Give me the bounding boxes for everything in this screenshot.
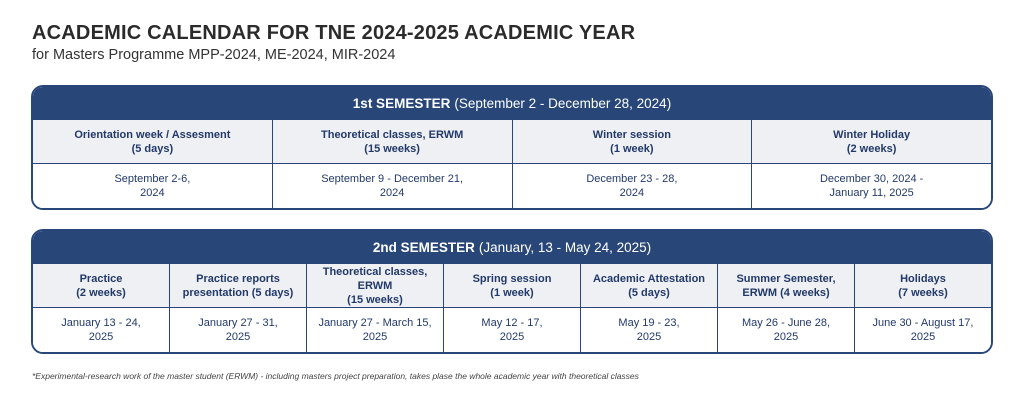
semester-2-label: 2nd SEMESTER: [372, 239, 475, 255]
period-dates: January 27 - 31, 2025: [170, 308, 307, 352]
period-dates: December 30, 2024 - January 11, 2025: [819, 173, 924, 199]
page-subtitle: for Masters Programme MPP-2024, ME-2024, MIR-2024: [32, 47, 396, 63]
period-name: Theoretical classes, ERWM (15 weeks): [307, 264, 444, 307]
period-dates: January 13 - 24, 2025: [33, 308, 170, 352]
period-dates: May 26 - June 28, 2025: [718, 308, 855, 352]
period-dates: May 19 - 23, 2025: [581, 308, 718, 352]
semester-1-header: [33, 87, 991, 119]
semester-1-period-names: [33, 119, 991, 164]
period-name: Winter Holiday (2 weeks): [833, 128, 911, 155]
period-dates: September 2-6, 2024: [33, 164, 273, 208]
period-dates: June 30 - August 17, 2025: [872, 317, 974, 343]
period-name: Orientation week / Assesment (5 days): [33, 120, 273, 163]
period-name: Practice (2 weeks): [33, 264, 170, 307]
period-name: Academic Attestation (5 days): [581, 264, 718, 307]
semester-1-table: [31, 85, 993, 210]
semester-2-header: [33, 231, 991, 263]
period-name: Theoretical classes, ERWM (15 weeks): [273, 120, 513, 163]
period-dates: September 9 - December 21, 2024: [273, 164, 513, 208]
semester-2-period-names: [33, 263, 991, 308]
semester-2-period-dates: [33, 308, 991, 352]
period-name: Winter session (1 week): [513, 120, 753, 163]
period-name: Holidays (7 weeks): [898, 272, 948, 299]
period-dates: May 12 - 17, 2025: [444, 308, 581, 352]
semester-2-table: [31, 229, 993, 354]
period-dates: December 23 - 28, 2024: [513, 164, 753, 208]
footnote: *Experimental-research work of the master student (ERWM) - including masters project preparation, takes plase the whole academic year with theoretical classes: [32, 371, 639, 381]
period-name: Spring session (1 week): [444, 264, 581, 307]
semester-1-range: (September 2 - December 28, 2024): [454, 95, 672, 111]
period-dates: January 27 - March 15, 2025: [307, 308, 444, 352]
semester-1-label: 1st SEMESTER: [352, 95, 451, 111]
semester-1-period-dates: [33, 164, 991, 208]
period-name: Summer Semester, ERWM (4 weeks): [718, 264, 855, 307]
semester-2-range: (January, 13 - May 24, 2025): [478, 239, 652, 255]
page-title: ACADEMIC CALENDAR FOR TNE 2024-2025 ACADEMIC YEAR: [32, 22, 636, 44]
period-name: Practice reports presentation (5 days): [170, 264, 307, 307]
